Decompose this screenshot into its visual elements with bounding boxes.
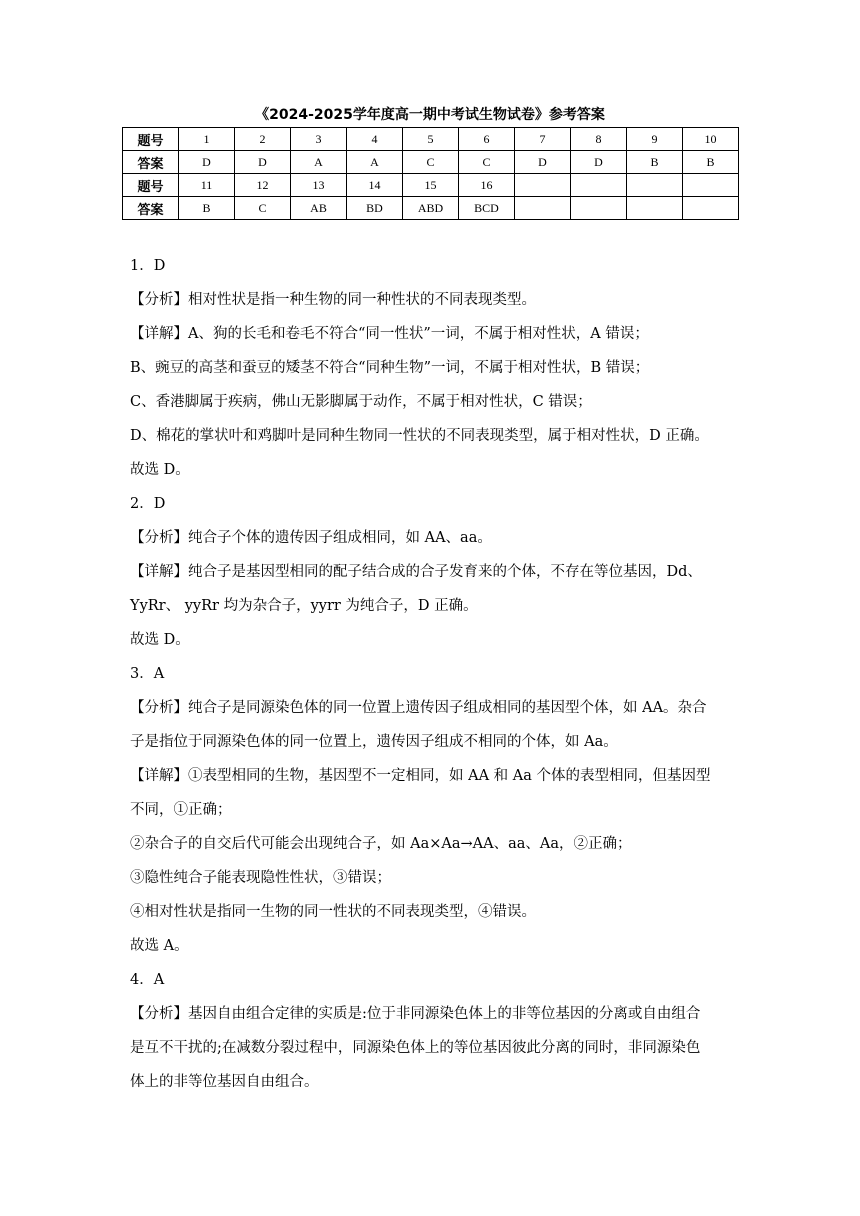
table-cell: C [403,151,459,174]
table-cell: A [291,151,347,174]
table-cell: 7 [515,128,571,151]
table-cell: 4 [347,128,403,151]
table-cell: 6 [459,128,515,151]
text-line: 子是指位于同源染色体的同一位置上，遗传因子组成不相同的个体，如 Aa。 [130,734,618,750]
text-line: 【分析】相对性状是指一种生物的同一种性状的不同表现类型。 [130,292,536,308]
text-line: 1．D [130,258,166,274]
table-cell [627,197,683,220]
table-cell: B [683,151,739,174]
text-line: ③隐性纯合子能表现隐性性状，③错误； [130,870,391,886]
table-cell: D [515,151,571,174]
table-cell: AB [291,197,347,220]
table-cell: 13 [291,174,347,197]
table-cell: 8 [571,128,627,151]
table-cell: A [347,151,403,174]
table-cell: 12 [235,174,291,197]
text-line: B、豌豆的高茎和蚕豆的矮茎不符合“同种生物”一词，不属于相对性状，B 错误； [130,360,650,376]
table-cell [627,174,683,197]
text-line: 【详解】①表型相同的生物，基因型不一定相同，如 AA 和 Aa 个体的表型相同，但基因型 [130,768,711,784]
table-cell: C [459,151,515,174]
table-cell: BD [347,197,403,220]
text-line: 体上的非等位基因自由组合。 [130,1074,319,1090]
text-line: 【分析】基因自由组合定律的实质是:位于非同源染色体上的非等位基因的分离或自由组合 [130,1006,701,1022]
table-cell: ABD [403,197,459,220]
table-cell: 1 [179,128,235,151]
table-cell: D [571,151,627,174]
table-cell: 2 [235,128,291,151]
text-line: 2．D [130,496,166,512]
table-cell: 5 [403,128,459,151]
table-cell: D [179,151,235,174]
table-cell: B [627,151,683,174]
text-line: 【分析】纯合子是同源染色体的同一位置上遗传因子组成相同的基因型个体，如 AA。杂合 [130,700,707,716]
table-cell [683,197,739,220]
table-cell: D [235,151,291,174]
text-line: ④相对性状是指同一生物的同一性状的不同表现类型，④错误。 [130,904,536,920]
text-line: 【详解】纯合子是基因型相同的配子结合成的合子发育来的个体，不存在等位基因，Dd、 [130,564,702,580]
text-line: D、棉花的掌状叶和鸡脚叶是同种生物同一性状的不同表现类型，属于相对性状，D 正确。 [130,428,709,444]
table-cell: 10 [683,128,739,151]
table-cell [571,174,627,197]
answer-table-row [123,128,739,151]
table-cell [515,174,571,197]
text-line: 不同，①正确； [130,802,232,818]
table-cell: BCD [459,197,515,220]
row-header: 答案 [123,151,179,174]
text-line: 故选 D。 [130,632,190,648]
text-line: 【分析】纯合子个体的遗传因子组成相同，如 AA、aa。 [130,530,492,546]
text-line: ②杂合子的自交后代可能会出现纯合子，如 Aa×Aa→AA、aa、Aa，②正确； [130,836,632,852]
text-line: 4．A [130,972,165,988]
table-cell: 14 [347,174,403,197]
table-cell [571,197,627,220]
table-cell [683,174,739,197]
table-cell: 11 [179,174,235,197]
answer-table-row [123,197,739,220]
text-line: 故选 D。 [130,462,190,478]
answer-table [122,127,739,220]
text-line: 3．A [130,666,165,682]
row-header: 题号 [123,174,179,197]
text-line: 是互不干扰的;在减数分裂过程中，同源染色体上的等位基因彼此分离的同时，非同源染色 [130,1040,701,1056]
row-header: 答案 [123,197,179,220]
table-cell: 9 [627,128,683,151]
row-header: 题号 [123,128,179,151]
table-cell: 3 [291,128,347,151]
text-line: 【详解】A、狗的长毛和卷毛不符合“同一性状”一词，不属于相对性状，A 错误； [130,326,649,342]
text-line: YyRr、 yyRr 均为杂合子，yyrr 为纯合子，D 正确。 [130,598,478,614]
text-line: C、香港脚属于疾病，佛山无影脚属于动作，不属于相对性状，C 错误； [130,394,592,410]
text-line: 故选 A。 [130,938,189,954]
table-cell: C [235,197,291,220]
answer-table-row [123,151,739,174]
table-cell: 16 [459,174,515,197]
document-title: 《2024-2025学年度高一期中考试生物试卷》参考答案 [255,107,605,123]
answer-table-row [123,174,739,197]
answer-explanations [130,249,742,1099]
table-cell: 15 [403,174,459,197]
table-cell [515,197,571,220]
table-cell: B [179,197,235,220]
